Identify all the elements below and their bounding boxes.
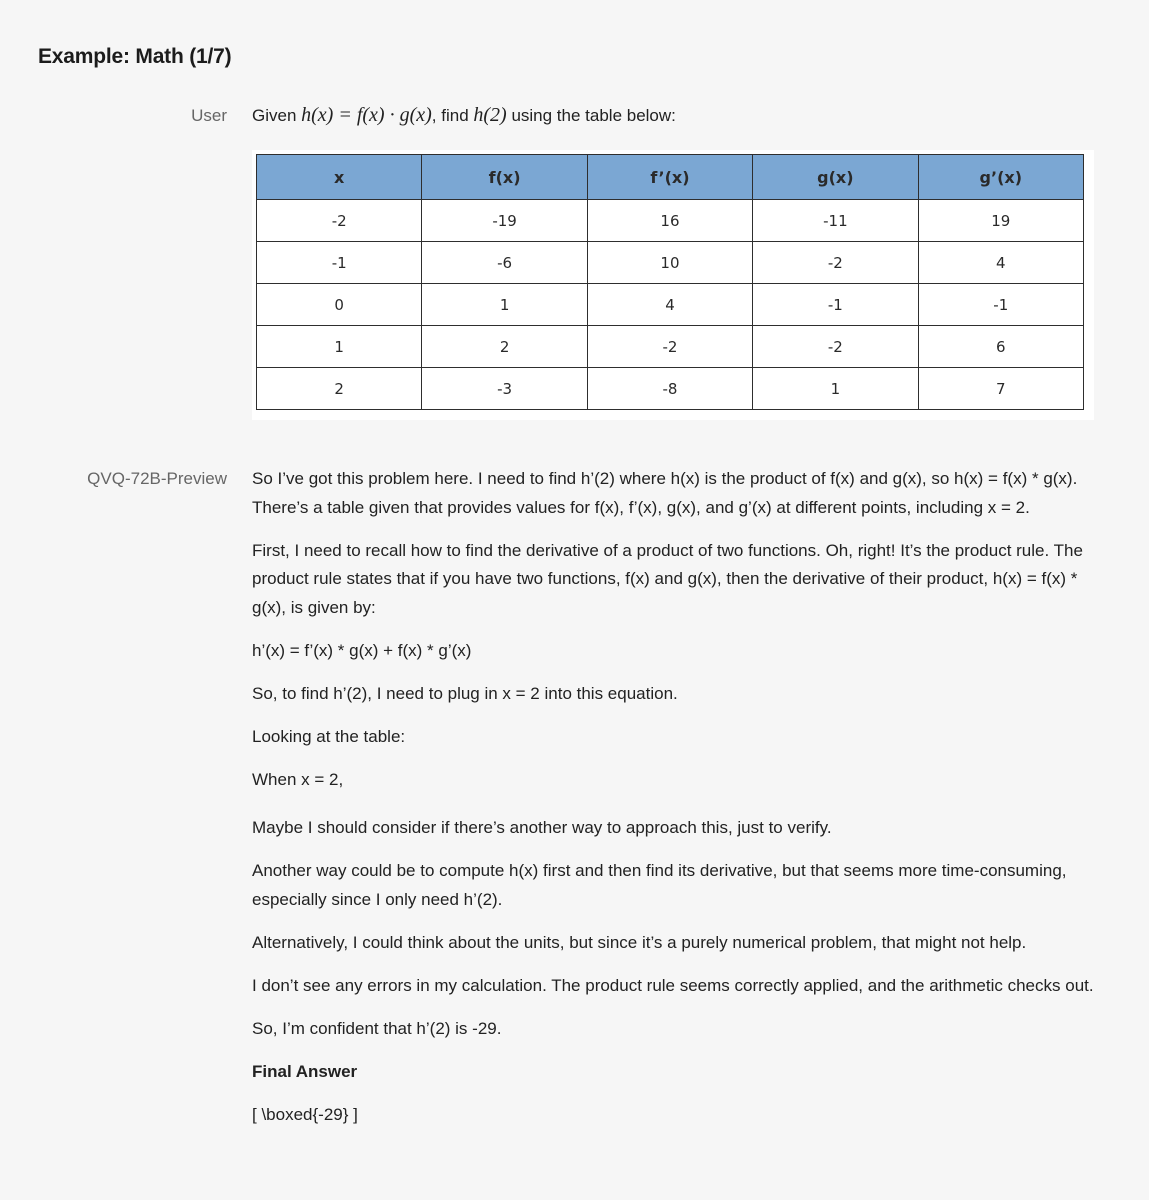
table-header-cell: g(x) xyxy=(753,155,918,200)
response-paragraph: Looking at the table: xyxy=(252,726,406,746)
response-formula: h’(x) = f’(x) * g(x) + f(x) * g’(x) xyxy=(252,640,472,660)
user-prompt-after: using the table below: xyxy=(506,106,676,125)
table-row xyxy=(257,326,1084,368)
table-cell: 6 xyxy=(918,326,1083,368)
user-prompt-middle: , find xyxy=(431,106,474,125)
table-row xyxy=(257,368,1084,410)
table-cell: -19 xyxy=(422,200,587,242)
table-cell: 4 xyxy=(587,284,752,326)
table-header-cell: g’(x) xyxy=(918,155,1083,200)
table-cell: 2 xyxy=(257,368,422,410)
response-paragraph: Alternatively, I could think about the units, but since it’s a purely numerical problem, that might not help. xyxy=(252,932,1027,952)
table-cell: -1 xyxy=(918,284,1083,326)
table-cell: -2 xyxy=(753,326,918,368)
response-paragraph: Maybe I should consider if there’s another way to approach this, just to verify. xyxy=(252,818,832,837)
table-image xyxy=(252,150,1094,420)
user-message xyxy=(252,104,676,127)
response-paragraph: When x = 2, xyxy=(252,769,344,789)
table-cell: -1 xyxy=(257,242,422,284)
table-row xyxy=(257,284,1084,326)
response-paragraph: So, to find h’(2), I need to plug in x = 2 into this equation. xyxy=(252,683,678,703)
table-cell: -8 xyxy=(587,368,752,410)
user-speaker-label: User xyxy=(191,106,227,125)
table-cell: 19 xyxy=(918,200,1083,242)
table-cell: 4 xyxy=(918,242,1083,284)
math-h-def-text: h(x) = f(x) · g(x) xyxy=(301,104,432,126)
table-cell: 16 xyxy=(587,200,752,242)
table-header-cell: f(x) xyxy=(422,155,587,200)
user-prompt-before: Given xyxy=(252,106,302,125)
final-answer-value: [ \boxed{-29} ] xyxy=(252,1104,358,1124)
table-cell: -1 xyxy=(753,284,918,326)
values-table xyxy=(256,154,1084,410)
table-cell: -2 xyxy=(587,326,752,368)
table-cell: 2 xyxy=(422,326,587,368)
table-cell: -3 xyxy=(422,368,587,410)
table-cell: -2 xyxy=(257,200,422,242)
model-response xyxy=(252,465,1112,1144)
table-cell: -6 xyxy=(422,242,587,284)
math-h-definition xyxy=(301,104,432,126)
final-answer-heading: Final Answer xyxy=(252,1061,358,1081)
response-paragraph: So, I’m confident that h’(2) is -29. xyxy=(252,1018,502,1038)
table-cell: -2 xyxy=(753,242,918,284)
table-cell: 10 xyxy=(587,242,752,284)
table-row xyxy=(257,242,1084,284)
table-header-cell: x xyxy=(257,155,422,200)
math-target-text: h(2) xyxy=(473,104,507,126)
table-cell: 7 xyxy=(918,368,1083,410)
table-cell: 1 xyxy=(257,326,422,368)
table-cell: 1 xyxy=(422,284,587,326)
response-paragraph: First, I need to recall how to find the derivative of a product of two functions. Oh, right! It’s the product rule. The product rule states that if you have two functions, f(x) and g(x), then the derivative of their product, h(x) = f(x) * g(x), is given by: xyxy=(252,540,1083,617)
table-row xyxy=(257,200,1084,242)
model-speaker-label: QVQ-72B-Preview xyxy=(87,469,227,488)
table-header-row xyxy=(257,155,1084,200)
table-cell: 1 xyxy=(753,368,918,410)
response-paragraph: So I’ve got this problem here. I need to find h’(2) where h(x) is the product of f(x) and g(x), so h(x) = f(x) * g(x). There’s a table given that provides values for f(x), f’(x), g(x), and g’(x) at different points, including x = 2. xyxy=(252,469,1078,517)
table-cell: 0 xyxy=(257,284,422,326)
math-target xyxy=(473,104,506,126)
page-title: Example: Math (1/7) xyxy=(38,45,232,68)
table-header-cell: f’(x) xyxy=(587,155,752,200)
table-cell: -11 xyxy=(753,200,918,242)
response-paragraph: I don’t see any errors in my calculation. The product rule seems correctly applied, and the arithmetic checks out. xyxy=(252,975,1094,995)
response-paragraph: Another way could be to compute h(x) first and then find its derivative, but that seems more time-consuming, especially since I only need h’(2). xyxy=(252,861,1067,909)
